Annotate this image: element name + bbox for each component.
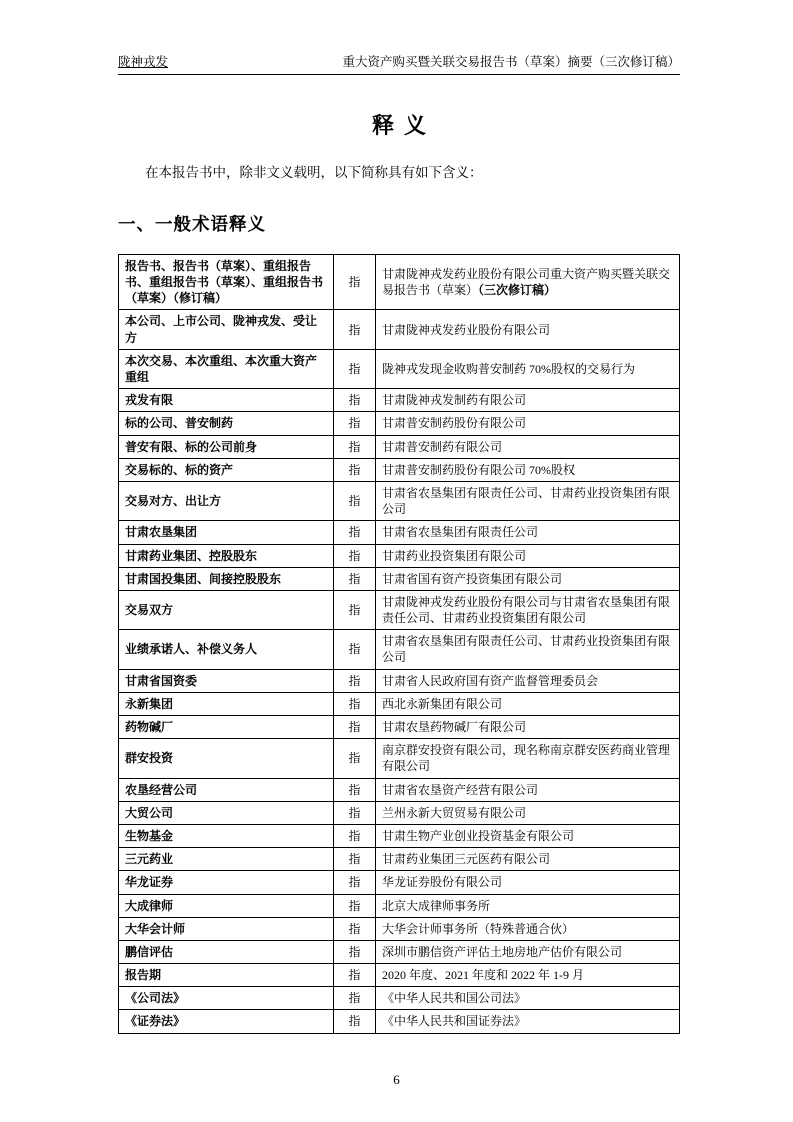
zhi-indicator-cell: 指 <box>334 894 376 917</box>
zhi-indicator-cell: 指 <box>334 389 376 412</box>
definition-cell: 甘肃陇神戎发药业股份有限公司 <box>376 310 680 349</box>
zhi-indicator-cell: 指 <box>334 848 376 871</box>
zhi-indicator-cell: 指 <box>334 590 376 629</box>
definition-cell: 甘肃普安制药有限公司 <box>376 435 680 458</box>
term-cell: 交易标的、标的资产 <box>119 458 334 481</box>
table-row <box>119 739 680 778</box>
zhi-indicator-cell: 指 <box>334 567 376 590</box>
definition-cell: 甘肃普安制药股份有限公司 70%股权 <box>376 458 680 481</box>
table-row <box>119 435 680 458</box>
zhi-indicator-cell: 指 <box>334 801 376 824</box>
definition-cell: 2020 年度、2021 年度和 2022 年 1-9 月 <box>376 964 680 987</box>
term-cell: 交易双方 <box>119 590 334 629</box>
zhi-indicator-cell: 指 <box>334 254 376 310</box>
table-row <box>119 917 680 940</box>
table-row <box>119 716 680 739</box>
definition-cell: 兰州永新大贸贸易有限公司 <box>376 801 680 824</box>
term-cell: 大成律师 <box>119 894 334 917</box>
table-row <box>119 481 680 520</box>
definition-cell: 华龙证券股份有限公司 <box>376 871 680 894</box>
table-row <box>119 778 680 801</box>
term-cell: 甘肃国投集团、间接控股股东 <box>119 567 334 590</box>
zhi-indicator-cell: 指 <box>334 1010 376 1033</box>
table-row <box>119 544 680 567</box>
term-cell: 群安投资 <box>119 739 334 778</box>
zhi-indicator-cell: 指 <box>334 521 376 544</box>
definition-cell: 北京大成律师事务所 <box>376 894 680 917</box>
term-cell: 戎发有限 <box>119 389 334 412</box>
term-cell: 大华会计师 <box>119 917 334 940</box>
zhi-indicator-cell: 指 <box>334 310 376 349</box>
definition-cell: 甘肃省人民政府国有资产监督管理委员会 <box>376 669 680 692</box>
term-cell: 交易对方、出让方 <box>119 481 334 520</box>
intro-paragraph: 在本报告书中，除非文义载明，以下简称具有如下含义： <box>145 165 483 180</box>
table-row <box>119 458 680 481</box>
definitions-table-body <box>119 254 680 1033</box>
table-row <box>119 412 680 435</box>
definition-cell: 甘肃陇神戎发药业股份有限公司重大资产购买暨关联交易报告书（草案）（三次修订稿） <box>376 254 680 310</box>
term-cell: 甘肃农垦集团 <box>119 521 334 544</box>
definition-cell: 甘肃农垦药物碱厂有限公司 <box>376 716 680 739</box>
definition-cell: 甘肃陇神戎发制药有限公司 <box>376 389 680 412</box>
term-cell: 《公司法》 <box>119 987 334 1010</box>
table-row <box>119 521 680 544</box>
definition-cell: 南京群安投资有限公司，现名称南京群安医药商业管理有限公司 <box>376 739 680 778</box>
table-row <box>119 848 680 871</box>
table-row <box>119 630 680 669</box>
term-cell: 报告期 <box>119 964 334 987</box>
zhi-indicator-cell: 指 <box>334 739 376 778</box>
definition-cell: 甘肃省农垦集团有限责任公司、甘肃药业投资集团有限公司 <box>376 630 680 669</box>
zhi-indicator-cell: 指 <box>334 964 376 987</box>
table-row <box>119 824 680 847</box>
term-cell: 普安有限、标的公司前身 <box>119 435 334 458</box>
header-left-title: 陇神戎发 <box>118 55 169 69</box>
definition-cell: 甘肃陇神戎发药业股份有限公司与甘肃省农垦集团有限责任公司、甘肃药业投资集团有限公司 <box>376 590 680 629</box>
zhi-indicator-cell: 指 <box>334 669 376 692</box>
zhi-indicator-cell: 指 <box>334 824 376 847</box>
term-cell: 生物基金 <box>119 824 334 847</box>
page-number: 6 <box>393 1072 400 1087</box>
zhi-indicator-cell: 指 <box>334 940 376 963</box>
definition-cell: 甘肃药业投资集团有限公司 <box>376 544 680 567</box>
definition-cell: 西北永新集团有限公司 <box>376 692 680 715</box>
term-cell: 本次交易、本次重组、本次重大资产重组 <box>119 349 334 388</box>
definitions-table <box>118 254 680 1034</box>
table-row <box>119 567 680 590</box>
term-cell: 大贸公司 <box>119 801 334 824</box>
definition-cell: 《中华人民共和国公司法》 <box>376 987 680 1010</box>
term-cell: 农垦经营公司 <box>119 778 334 801</box>
definition-cell: 甘肃省国有资产投资集团有限公司 <box>376 567 680 590</box>
term-cell: 华龙证券 <box>119 871 334 894</box>
zhi-indicator-cell: 指 <box>334 917 376 940</box>
definition-cell: 甘肃药业集团三元医药有限公司 <box>376 848 680 871</box>
term-cell: 甘肃药业集团、控股股东 <box>119 544 334 567</box>
definition-cell: 甘肃省农垦集团有限责任公司、甘肃药业投资集团有限公司 <box>376 481 680 520</box>
document-header <box>118 52 680 75</box>
zhi-indicator-cell: 指 <box>334 692 376 715</box>
page-title: 释义 <box>371 113 436 138</box>
table-row <box>119 987 680 1010</box>
table-row <box>119 801 680 824</box>
table-row <box>119 964 680 987</box>
table-row <box>119 1010 680 1033</box>
term-cell: 本公司、上市公司、陇神戎发、受让方 <box>119 310 334 349</box>
term-cell: 三元药业 <box>119 848 334 871</box>
table-row <box>119 871 680 894</box>
zhi-indicator-cell: 指 <box>334 871 376 894</box>
definition-cell: 深圳市鹏信资产评估土地房地产估价有限公司 <box>376 940 680 963</box>
term-cell: 业绩承诺人、补偿义务人 <box>119 630 334 669</box>
zhi-indicator-cell: 指 <box>334 778 376 801</box>
term-cell: 《证券法》 <box>119 1010 334 1033</box>
table-row <box>119 894 680 917</box>
definition-cell: 甘肃省农垦集团有限责任公司 <box>376 521 680 544</box>
term-cell: 药物碱厂 <box>119 716 334 739</box>
term-cell: 报告书、报告书（草案）、重组报告书、重组报告书（草案）、重组报告书（草案）（修订稿） <box>119 254 334 310</box>
table-row <box>119 590 680 629</box>
zhi-indicator-cell: 指 <box>334 716 376 739</box>
table-row <box>119 349 680 388</box>
zhi-indicator-cell: 指 <box>334 544 376 567</box>
definition-cell: 甘肃生物产业创业投资基金有限公司 <box>376 824 680 847</box>
term-cell: 鹏信评估 <box>119 940 334 963</box>
definition-cell: 陇神戎发现金收购普安制药 70%股权的交易行为 <box>376 349 680 388</box>
term-cell: 甘肃省国资委 <box>119 669 334 692</box>
zhi-indicator-cell: 指 <box>334 349 376 388</box>
definition-cell: 《中华人民共和国证券法》 <box>376 1010 680 1033</box>
term-cell: 标的公司、普安制药 <box>119 412 334 435</box>
table-row <box>119 310 680 349</box>
header-right-title: 重大资产购买暨关联交易报告书（草案）摘要（三次修订稿） <box>342 55 680 69</box>
definition-cell: 大华会计师事务所（特殊普通合伙） <box>376 917 680 940</box>
definition-bold-text: （三次修订稿） <box>478 283 557 298</box>
table-row <box>119 669 680 692</box>
zhi-indicator-cell: 指 <box>334 435 376 458</box>
footer <box>0 1072 793 1088</box>
definition-cell: 甘肃省农垦资产经营有限公司 <box>376 778 680 801</box>
zhi-indicator-cell: 指 <box>334 987 376 1010</box>
zhi-indicator-cell: 指 <box>334 412 376 435</box>
table-row <box>119 692 680 715</box>
zhi-indicator-cell: 指 <box>334 630 376 669</box>
zhi-indicator-cell: 指 <box>334 458 376 481</box>
table-row <box>119 254 680 310</box>
term-cell: 永新集团 <box>119 692 334 715</box>
table-row <box>119 389 680 412</box>
table-row <box>119 940 680 963</box>
definition-cell: 甘肃普安制药股份有限公司 <box>376 412 680 435</box>
zhi-indicator-cell: 指 <box>334 481 376 520</box>
section-heading: 一、一般术语释义 <box>118 213 266 234</box>
